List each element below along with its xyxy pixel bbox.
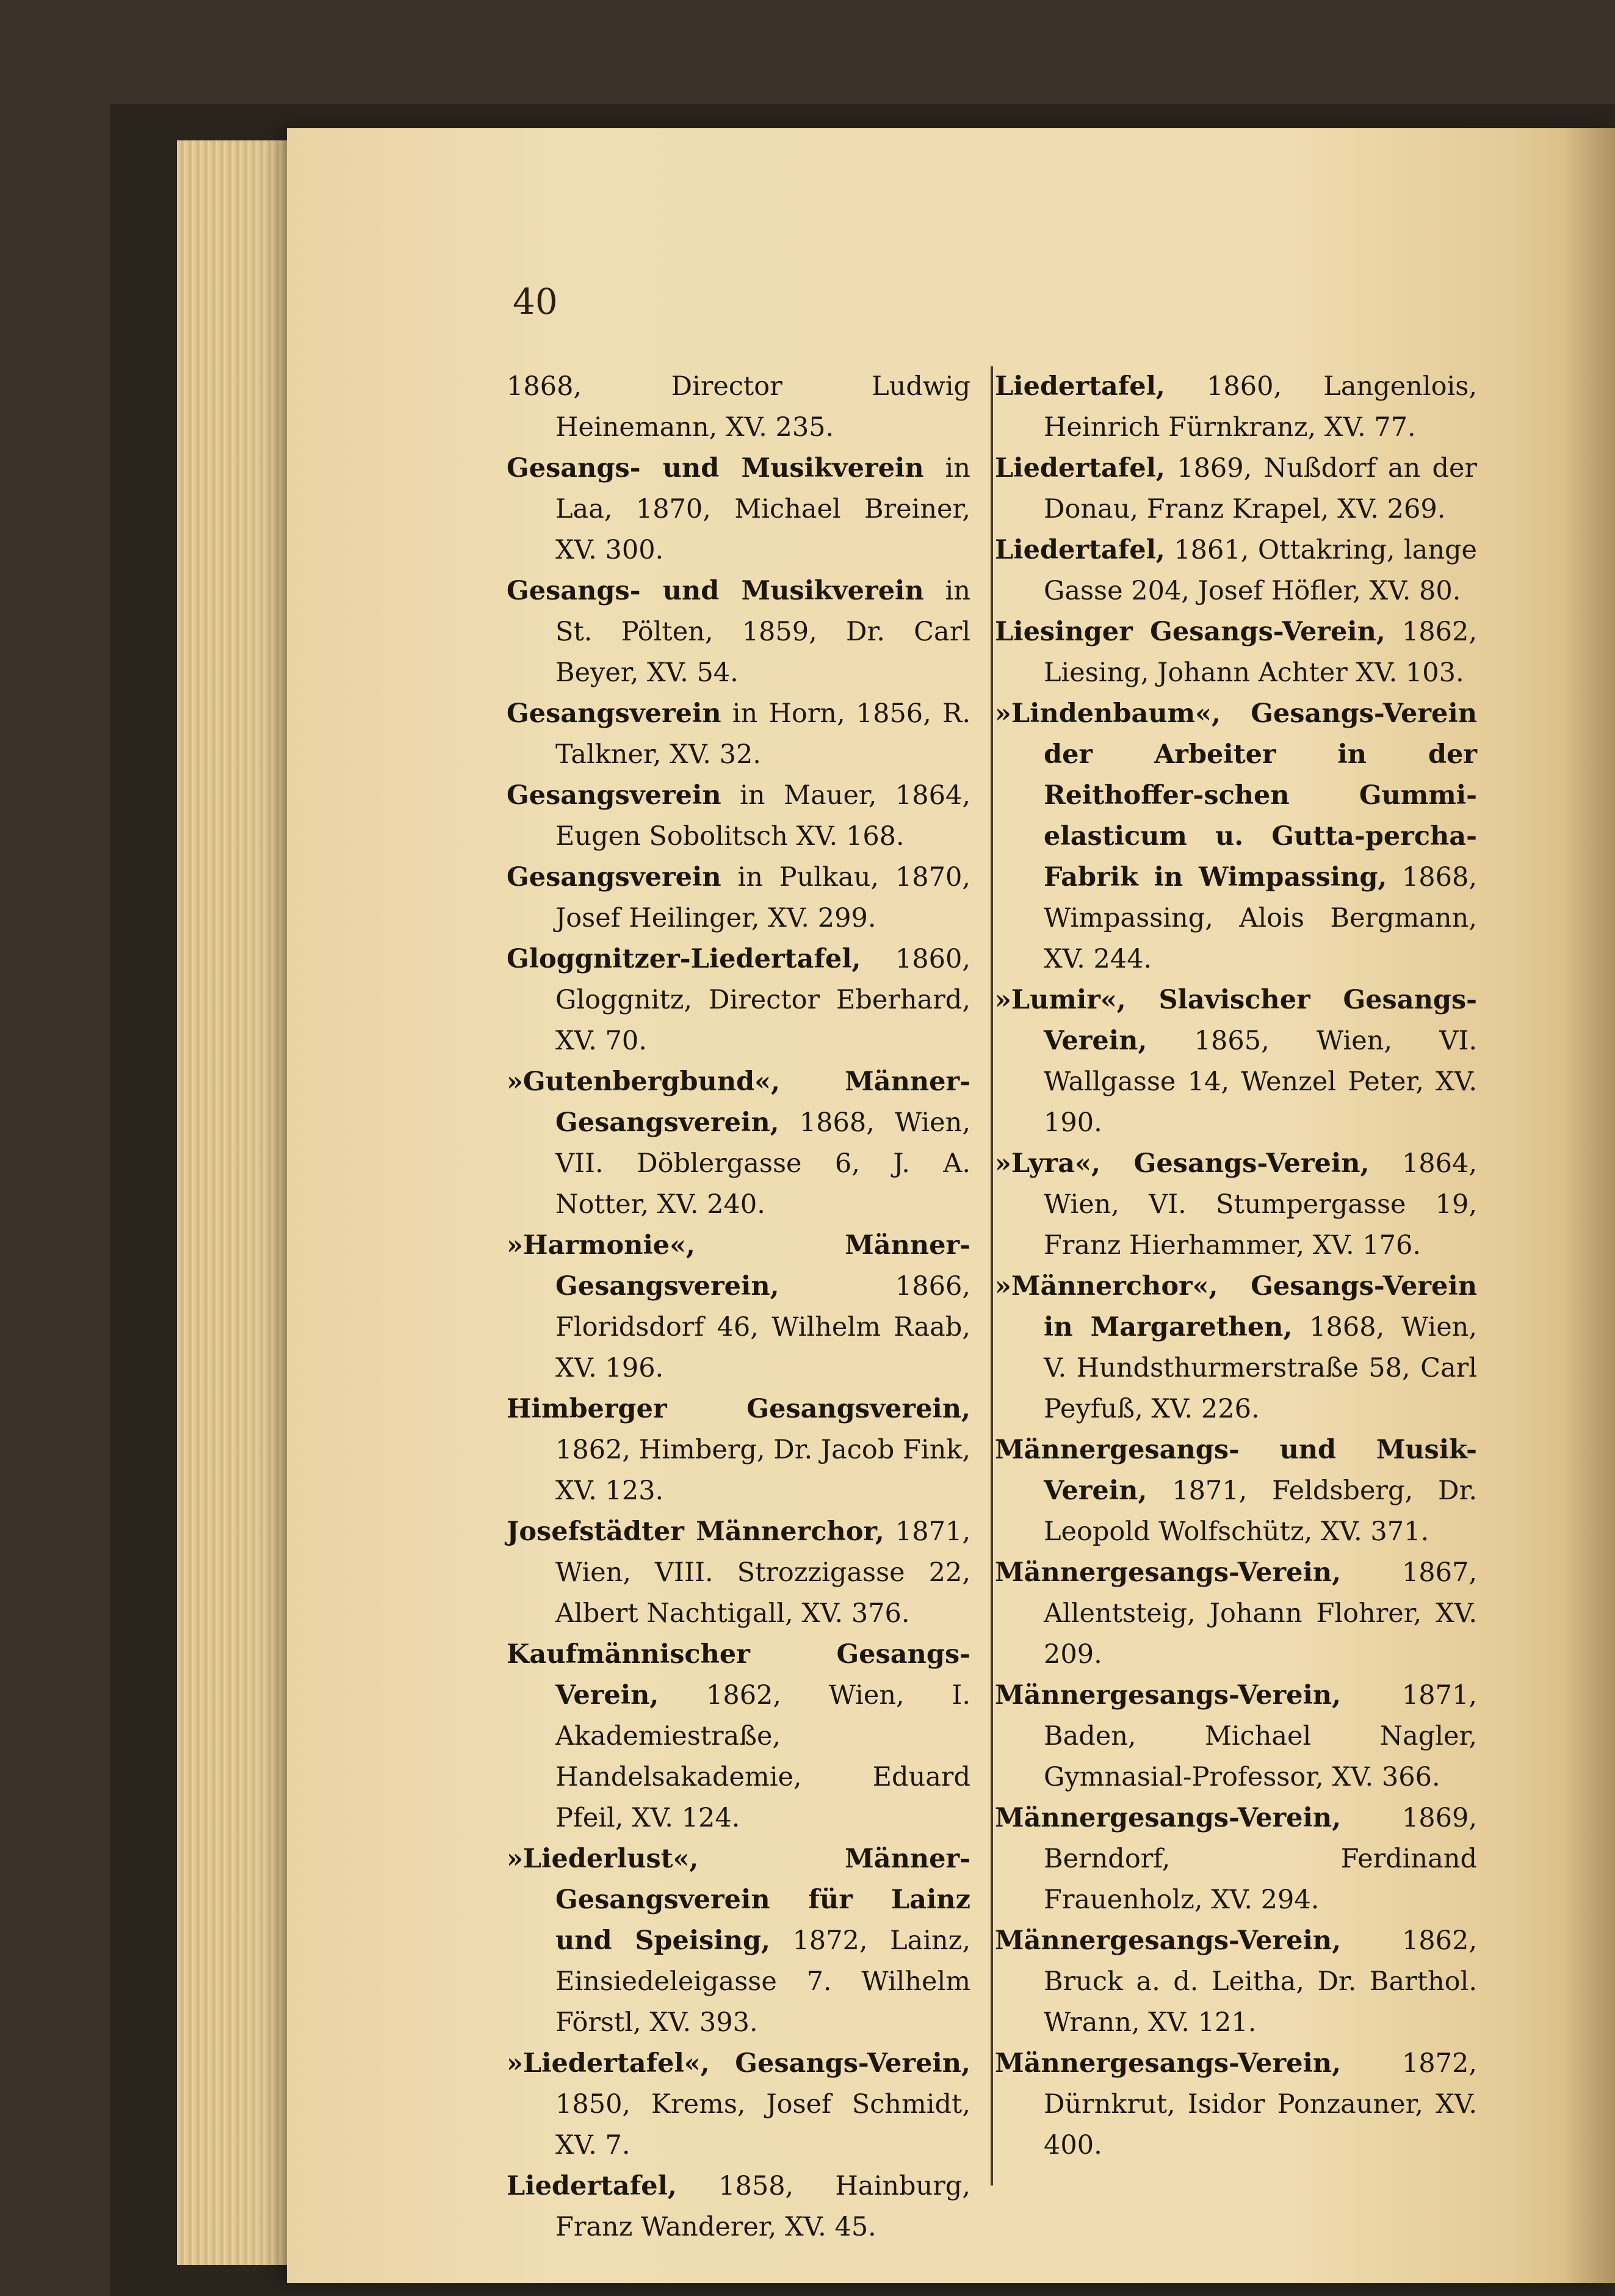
list-item: Männergesangs-Verein, 1871, Baden, Michael Nagler, Gymnasial-Professor, XV. 366. (995, 1680, 1477, 1792)
list-item: Gesangsverein in Mauer, 1864, Eugen Sobolitsch XV. 168. (507, 780, 970, 852)
list-item: Gesangs- und Musikverein in Laa, 1870, Michael Breiner, XV. 300. (507, 453, 970, 565)
list-item: »Lumir«, Slavischer Gesangs-Verein, 1865, Wien, VI. Wallgasse 14, Wenzel Peter, XV. 190. (995, 985, 1477, 1138)
list-item: »Lyra«, Gesangs-Verein, 1864, Wien, VI. Stumpergasse 19, Franz Hierhammer, XV. 176. (995, 1148, 1477, 1261)
list-item: Männergesangs-Verein, 1862, Bruck a. d. Leitha, Dr. Barthol. Wrann, XV. 121. (995, 1925, 1477, 2038)
page-gutter-shadow (1563, 128, 1615, 2283)
list-item: Männergesangs- und Musik-Verein, 1871, Feldsberg, Dr. Leopold Wolfschütz, XV. 371. (995, 1435, 1477, 1547)
list-item: »Liederlust«, Männer-Gesangsverein für Lainz und Speising, 1872, Lainz, Einsiedeleigasse 7. Wilhelm Förstl, XV. 393. (507, 1844, 970, 2038)
page-edges (177, 140, 299, 2265)
list-item: »Männerchor«, Gesangs-Verein in Margarethen, 1868, Wien, V. Hundsthurmerstraße 58, Carl Peyfuß, XV. 226. (995, 1271, 1477, 1424)
list-item: »Harmonie«, Männer-Gesangsverein, 1866, Floridsdorf 46, Wilhelm Raab, XV. 196. (507, 1230, 970, 1383)
list-item: Männergesangs-Verein, 1867, Allentsteig, Johann Flohrer, XV. 209. (995, 1557, 1477, 1670)
list-item: 1868, Director Ludwig Heinemann, XV. 235. (507, 371, 970, 443)
list-item: »Liedertafel«, Gesangs-Verein, 1850, Krems, Josef Schmidt, XV. 7. (507, 2048, 970, 2160)
list-item: Himberger Gesangsverein, 1862, Himberg, Dr. Jacob Fink, XV. 123. (507, 1394, 970, 1506)
left-column (507, 366, 970, 2248)
list-item: Gloggnitzer-Liedertafel, 1860, Gloggnitz, Director Eberhard, XV. 70. (507, 944, 970, 1056)
page-number: 40 (513, 281, 558, 322)
list-item: »Gutenbergbund«, Männer-Gesangsverein, 1868, Wien, VII. Döblergasse 6, J. A. Notter, XV. 240. (507, 1067, 970, 1220)
list-item: Männergesangs-Verein, 1869, Berndorf, Ferdinand Frauenholz, XV. 294. (995, 1803, 1477, 1915)
column-divider (991, 366, 993, 2186)
list-item: Gesangsverein in Horn, 1856, R. Talkner, XV. 32. (507, 698, 970, 770)
list-item: Liedertafel, 1869, Nußdorf an der Donau, Franz Krapel, XV. 269. (995, 453, 1477, 524)
list-item: Gesangsverein in Pulkau, 1870, Josef Heilinger, XV. 299. (507, 862, 970, 933)
right-column (995, 366, 1477, 2166)
list-item: Männergesangs-Verein, 1872, Dürnkrut, Isidor Ponzauner, XV. 400. (995, 2048, 1477, 2160)
list-item: »Lindenbaum«, Gesangs-Verein der Arbeiter in der Reithoffer-schen Gummi-elasticum u. Gutta-percha-Fabrik in Wimpassing, 1868, Wimpassing, Alois Bergmann, XV. 244. (995, 698, 1477, 974)
list-item: Josefstädter Männerchor, 1871, Wien, VIII. Strozzigasse 22, Albert Nachtigall, XV. 376. (507, 1516, 970, 1629)
list-item: Liesinger Gesangs-Verein, 1862, Liesing, Johann Achter XV. 103. (995, 617, 1477, 688)
list-item: Liedertafel, 1858, Hainburg, Franz Wanderer, XV. 45. (507, 2171, 970, 2242)
list-item: Liedertafel, 1860, Langenlois, Heinrich Fürnkranz, XV. 77. (995, 371, 1477, 443)
list-item: Liedertafel, 1861, Ottakring, lange Gasse 204, Josef Höfler, XV. 80. (995, 535, 1477, 606)
list-item: Kaufmännischer Gesangs-Verein, 1862, Wien, I. Akademiestraße, Handelsakademie, Eduard Pfeil, XV. 124. (507, 1639, 970, 1833)
list-item: Gesangs- und Musikverein in St. Pölten, 1859, Dr. Carl Beyer, XV. 54. (507, 576, 970, 688)
